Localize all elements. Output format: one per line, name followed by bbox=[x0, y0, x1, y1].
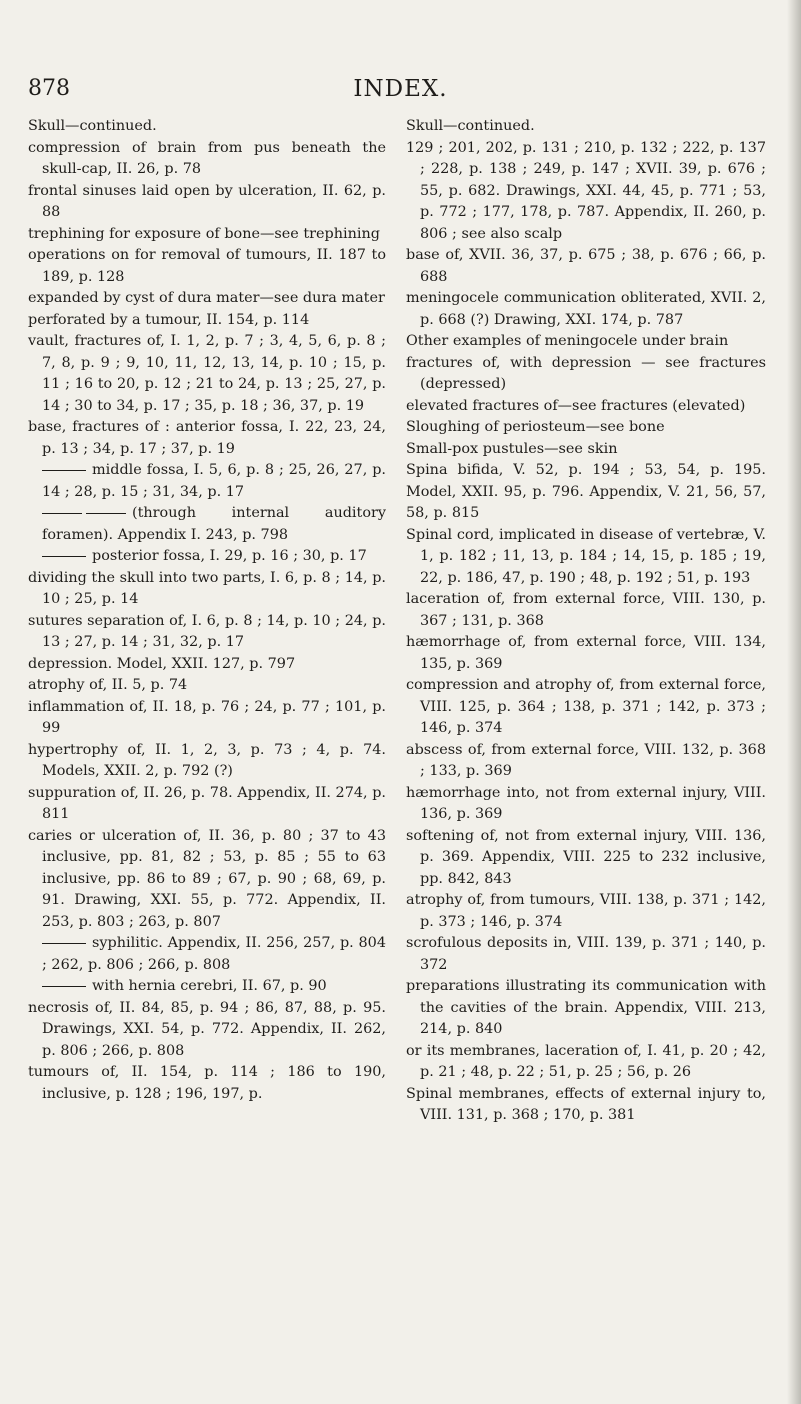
index-entry: base of, XVII. 36, 37, p. 675 ; 38, p. 676 ; 66, p. 688 bbox=[406, 247, 766, 285]
index-entry: operations on for removal of tumours, II. 187 to 189, p. 128 bbox=[28, 247, 386, 285]
index-entry: 129 ; 201, 202, p. 131 ; 210, p. 132 ; 222, p. 137 ; 228, p. 138 ; 249, p. 147 ; XVII. 39, p. 676 ; 55, p. 682. Drawings, XXI. 44, 45, p. 771 ; 53, p. 772 ; 177, 178, p. 787. Appendix, II. 260, p. 806 ; see also scalp bbox=[406, 139, 766, 242]
ditto-dash bbox=[42, 556, 86, 557]
index-entry: or its membranes, laceration of, I. 41, p. 20 ; 42, p. 21 ; 48, p. 22 ; 51, p. 25 ; 56, p. 26 bbox=[406, 1042, 766, 1080]
ditto-dash bbox=[42, 986, 86, 987]
index-entry: trephining for exposure of bone—see trephining bbox=[28, 225, 380, 242]
index-entry: suppuration of, II. 26, p. 78. Appendix, II. 274, p. 811 bbox=[28, 784, 386, 822]
index-entry: necrosis of, II. 84, 85, p. 94 ; 86, 87, 88, p. 95. Drawings, XXI. 54, p. 772. Appendix, II. 262, p. 806 ; 266, p. 808 bbox=[28, 999, 386, 1059]
index-subentry-text: posterior fossa, I. 29, p. 16 ; 30, p. 17 bbox=[92, 548, 367, 564]
index-column-right bbox=[406, 116, 766, 1127]
index-subentry-text: (through internal auditory foramen). Appendix I. 243, p. 798 bbox=[42, 505, 386, 543]
ditto-dash bbox=[42, 943, 86, 944]
index-entry: fractures of, with depression — see fractures (depressed) bbox=[406, 354, 766, 392]
index-entry: perforated by a tumour, II. 154, p. 114 bbox=[28, 311, 310, 328]
index-entry: hæmorrhage into, not from external injury, VIII. 136, p. 369 bbox=[406, 784, 766, 822]
index-entry: expanded by cyst of dura mater—see dura mater bbox=[28, 290, 385, 306]
index-entry: dividing the skull into two parts, I. 6, p. 8 ; 14, p. 10 ; 25, p. 14 bbox=[28, 569, 386, 607]
index-subentry bbox=[42, 546, 386, 568]
index-entry: atrophy of, from tumours, VIII. 138, p. 371 ; 142, p. 373 ; 146, p. 374 bbox=[406, 892, 766, 930]
ditto-dash bbox=[42, 513, 82, 514]
index-entry: softening of, not from external injury, VIII. 136, p. 369. Appendix, VIII. 225 to 232 inclusive, pp. 842, 843 bbox=[406, 827, 766, 887]
index-entry: frontal sinuses laid open by ulceration, II. 62, p. 88 bbox=[28, 182, 386, 220]
index-entry: tumours of, II. 154, p. 114 ; 186 to 190, inclusive, p. 128 ; 196, 197, p. bbox=[28, 1064, 386, 1102]
index-subentry-text: middle fossa, I. 5, 6, p. 8 ; 25, 26, 27, p. 14 ; 28, p. 15 ; 31, 34, p. 17 bbox=[42, 462, 386, 500]
page-title: INDEX. bbox=[353, 76, 448, 102]
index-entry: Sloughing of periosteum—see bone bbox=[406, 419, 665, 435]
index-subentry-text: syphilitic. Appendix, II. 256, 257, p. 804 ; 262, p. 806 ; 266, p. 808 bbox=[42, 935, 386, 973]
index-entry: compression and atrophy of, from external force, VIII. 125, p. 364 ; 138, p. 371 ; 142, p. 373 ; 146, p. 374 bbox=[406, 677, 766, 736]
index-entry: Other examples of meningocele under brain bbox=[406, 333, 729, 349]
index-entry: caries or ulceration of, II. 36, p. 80 ; 37 to 43 inclusive, pp. 81, 82 ; 53, p. 85 ; 55 to 63 inclusive, pp. 86 to 89 ; 67, p. 90 ; 68, 69, p. 91. Drawing, XXI. 55, p. 772. Appendix, II. 253, p. 803 ; 263, p. 807 bbox=[28, 827, 386, 930]
index-subentry bbox=[42, 503, 386, 546]
page-edge-shadow bbox=[787, 0, 801, 1404]
index-entry: atrophy of, II. 5, p. 74 bbox=[28, 677, 188, 693]
index-entry: laceration of, from external force, VIII. 130, p. 367 ; 131, p. 368 bbox=[406, 591, 766, 629]
index-entry: sutures separation of, I. 6, p. 8 ; 14, p. 10 ; 24, p. 13 ; 27, p. 14 ; 31, 32, p. 17 bbox=[28, 612, 386, 650]
index-subentry bbox=[42, 933, 386, 976]
index-entry: hæmorrhage of, from external force, VIII. 134, 135, p. 369 bbox=[406, 634, 766, 672]
index-entry: inflammation of, II. 18, p. 76 ; 24, p. 77 ; 101, p. 99 bbox=[28, 698, 386, 736]
ditto-dash bbox=[42, 470, 86, 471]
index-entry: meningocele communication obliterated, XVII. 2, p. 668 (?) Drawing, XXI. 174, p. 787 bbox=[406, 290, 766, 328]
index-entry: hypertrophy of, II. 1, 2, 3, p. 73 ; 4, p. 74. Models, XXII. 2, p. 792 (?) bbox=[28, 741, 386, 779]
index-subentry bbox=[42, 976, 386, 998]
index-entry: elevated fractures of—see fractures (elevated) bbox=[406, 397, 746, 414]
index-subentry bbox=[42, 460, 386, 503]
ditto-dash bbox=[86, 513, 126, 514]
index-entry: Spinal cord, implicated in disease of vertebræ, V. 1, p. 182 ; 11, 13, p. 184 ; 14, 15, p. 185 ; 19, 22, p. 186, 47, p. 190 ; 48, p. 192 ; 51, p. 193 bbox=[406, 526, 766, 586]
index-entry: vault, fractures of, I. 1, 2, p. 7 ; 3, 4, 5, 6, p. 8 ; 7, 8, p. 9 ; 9, 10, 11, 12, 13, 14, p. 10 ; 15, p. 11 ; 16 to 20, p. 12 ; 21 to 24, p. 13 ; 25, 27, p. 14 ; 30 to 34, p. 17 ; 35, p. 18 ; 36, 37, p. 19 bbox=[28, 333, 386, 414]
page-number: 878 bbox=[28, 76, 70, 101]
index-entry: Spinal membranes, effects of external injury to, VIII. 131, p. 368 ; 170, p. 381 bbox=[406, 1085, 766, 1123]
index-entry: depression. Model, XXII. 127, p. 797 bbox=[28, 655, 296, 672]
index-entry: base, fractures of : anterior fossa, I. 22, 23, 24, p. 13 ; 34, p. 17 ; 37, p. 19 bbox=[28, 419, 386, 457]
index-entry: preparations illustrating its communication with the cavities of the brain. Appendix, VIII. 213, 214, p. 840 bbox=[406, 978, 766, 1037]
index-entry: Spina bifida, V. 52, p. 194 ; 53, 54, p. 195. Model, XXII. 95, p. 796. Appendix, V. 21, 56, 57, 58, p. 815 bbox=[406, 462, 766, 521]
index-entry: Skull—continued. bbox=[406, 118, 535, 134]
index-entry: Skull—continued. bbox=[28, 118, 157, 134]
index-entry: scrofulous deposits in, VIII. 139, p. 371 ; 140, p. 372 bbox=[406, 935, 766, 973]
index-entry: Small-pox pustules—see skin bbox=[406, 440, 618, 457]
index-entry: abscess of, from external force, VIII. 132, p. 368 ; 133, p. 369 bbox=[406, 741, 766, 779]
index-entry: compression of brain from pus beneath the skull-cap, II. 26, p. 78 bbox=[28, 139, 386, 177]
index-subentry-text: with hernia cerebri, II. 67, p. 90 bbox=[92, 978, 327, 994]
index-column-left bbox=[28, 116, 386, 1105]
